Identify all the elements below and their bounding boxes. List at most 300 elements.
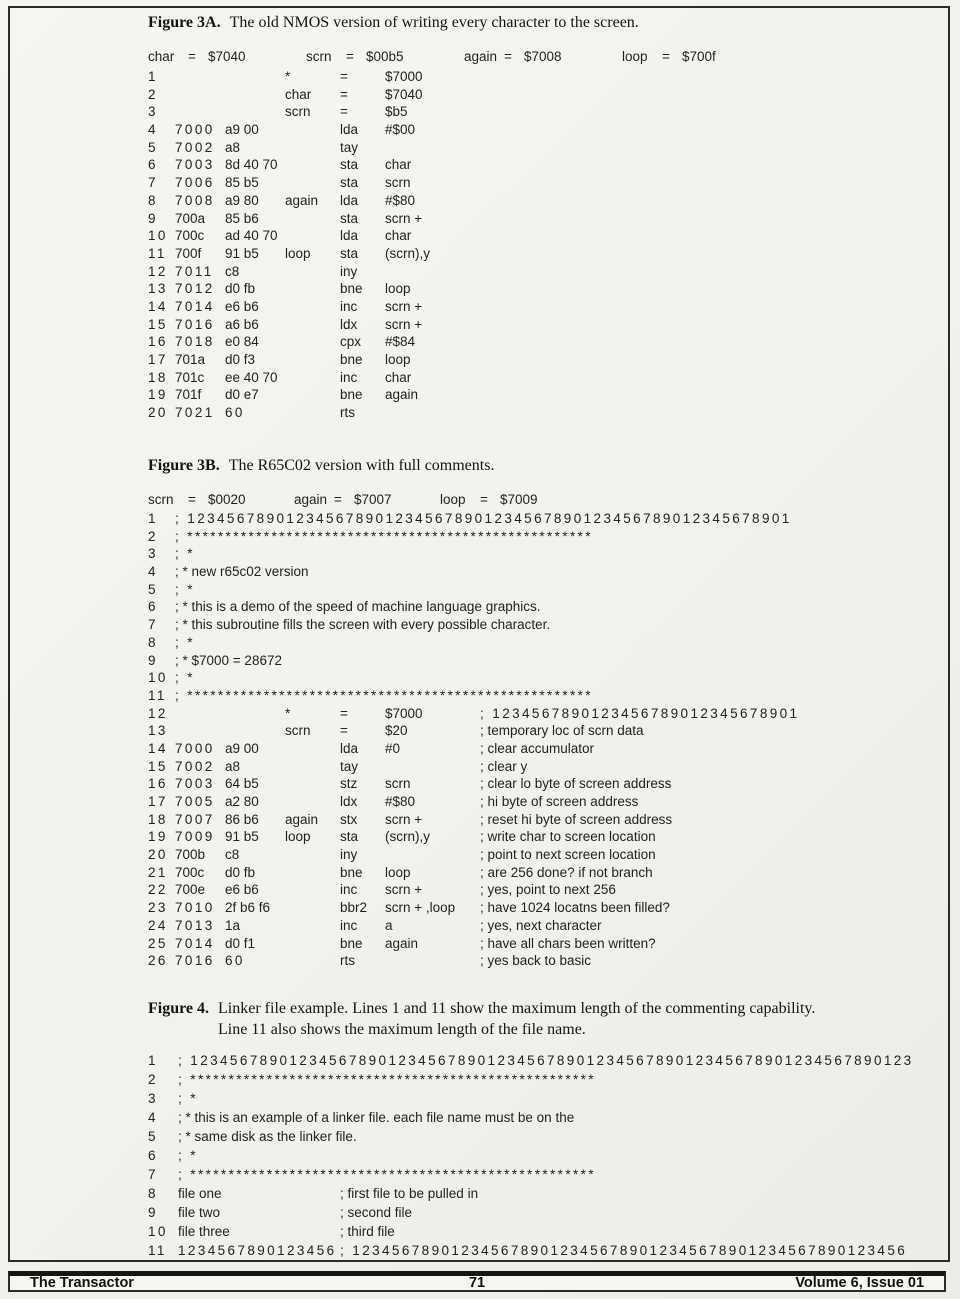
symbol-sval: $7040 bbox=[208, 49, 246, 64]
code-line bbox=[148, 1203, 938, 1222]
code-addr: 700f bbox=[175, 245, 202, 261]
code-mn: bne bbox=[340, 864, 363, 880]
code-line bbox=[148, 545, 938, 563]
code-op: (scrn),y bbox=[385, 245, 430, 261]
code-num: 19 bbox=[148, 829, 168, 845]
code-mn: bne bbox=[340, 935, 363, 951]
figure-4-caption bbox=[148, 998, 938, 1040]
code-op: #0 bbox=[385, 740, 401, 756]
figure-3b-symbol-row bbox=[148, 492, 938, 510]
code-cmt: ; first file to be pulled in bbox=[340, 1186, 479, 1201]
figure-4 bbox=[148, 998, 938, 1260]
code-num: 16 bbox=[148, 776, 168, 792]
code-lbl bbox=[285, 952, 340, 970]
code-full: ; ***************************************************** bbox=[175, 687, 593, 703]
code-bytes: a6 b6 bbox=[225, 316, 259, 332]
figure-3b-caption-text: The R65C02 version with full comments. bbox=[228, 457, 495, 474]
code-op: scrn bbox=[385, 776, 411, 792]
code-full: ; 1234567890123456789012345678901234567890123456789012345678901 bbox=[175, 511, 792, 526]
code-lbl bbox=[285, 227, 340, 245]
code-line bbox=[148, 263, 938, 281]
code-num: 17 bbox=[148, 794, 168, 809]
code-line bbox=[148, 1241, 938, 1260]
code-bytes: 86 b6 bbox=[225, 811, 259, 827]
code-line bbox=[148, 793, 938, 811]
code-num: 13 bbox=[148, 281, 168, 297]
code-mn: = bbox=[340, 104, 348, 120]
figure-3a-label: Figure 3A. bbox=[148, 14, 221, 31]
symbol-sval: $0020 bbox=[208, 492, 246, 507]
code-num: 26 bbox=[148, 953, 168, 969]
code-addr: 7007 bbox=[175, 811, 215, 827]
code-lbl bbox=[285, 899, 340, 917]
code-line bbox=[148, 811, 938, 829]
code-op: loop bbox=[385, 281, 411, 297]
code-num: 9 bbox=[148, 210, 158, 226]
code-bytes: 64 b5 bbox=[225, 776, 259, 792]
code-num: 21 bbox=[148, 864, 168, 880]
code-fname: file two bbox=[178, 1205, 221, 1220]
figure-3a-code-listing bbox=[148, 68, 938, 422]
symbol-definition bbox=[148, 49, 306, 67]
symbol-definition bbox=[148, 492, 294, 510]
code-mn: ldx bbox=[340, 794, 358, 809]
symbol-definition bbox=[306, 49, 464, 67]
code-cmt: ; clear lo byte of screen address bbox=[480, 776, 672, 792]
code-num: 2 bbox=[148, 1072, 158, 1087]
symbol-seq: = bbox=[188, 492, 196, 507]
code-addr bbox=[175, 705, 225, 723]
symbol-definition bbox=[464, 49, 622, 67]
code-line bbox=[148, 86, 938, 104]
code-op bbox=[385, 952, 480, 970]
code-mn: tay bbox=[340, 758, 359, 774]
code-line bbox=[148, 1222, 938, 1241]
code-bytes: ee 40 70 bbox=[225, 369, 278, 385]
code-num: 15 bbox=[148, 758, 168, 774]
code-op bbox=[385, 404, 480, 422]
code-num: 10 bbox=[148, 670, 168, 686]
code-line bbox=[148, 156, 938, 174]
code-lbl bbox=[285, 139, 340, 157]
code-bytes: d0 fb bbox=[225, 281, 256, 297]
code-line bbox=[148, 740, 938, 758]
symbol-seq: = bbox=[346, 49, 354, 64]
code-addr: 7021 bbox=[175, 405, 215, 421]
symbol-definition bbox=[440, 492, 586, 510]
code-line bbox=[148, 899, 938, 917]
code-op: #$84 bbox=[385, 334, 416, 350]
code-num: 2 bbox=[148, 528, 158, 544]
code-bytes: c8 bbox=[225, 847, 240, 863]
code-num: 24 bbox=[148, 917, 168, 933]
code-num: 6 bbox=[148, 599, 158, 615]
code-addr: 701f bbox=[175, 387, 202, 403]
code-lbl: again bbox=[285, 192, 319, 208]
code-num: 17 bbox=[148, 352, 168, 367]
code-num: 19 bbox=[148, 387, 168, 403]
code-op: char bbox=[385, 157, 412, 173]
code-lbl bbox=[285, 121, 340, 139]
symbol-seq: = bbox=[334, 492, 342, 507]
code-addr: 701a bbox=[175, 352, 206, 367]
code-mn: lda bbox=[340, 740, 359, 756]
code-fname: file one bbox=[178, 1186, 222, 1201]
figure-3a-symbol-row bbox=[148, 49, 938, 67]
symbol-seq: = bbox=[188, 49, 196, 64]
code-bytes: c8 bbox=[225, 263, 240, 279]
footer-issue: Volume 6, Issue 01 bbox=[795, 1275, 925, 1291]
code-line bbox=[148, 245, 938, 263]
code-mn: stz bbox=[340, 776, 358, 792]
code-lbl: * bbox=[285, 69, 293, 84]
code-op: $b5 bbox=[385, 104, 408, 120]
code-bytes: a9 00 bbox=[225, 740, 259, 756]
code-full: ; * bbox=[175, 581, 195, 597]
figure-3a bbox=[148, 12, 938, 422]
code-num: 6 bbox=[148, 1148, 158, 1163]
code-mn: lda bbox=[340, 228, 359, 244]
code-full: ; * $7000 = 28672 bbox=[175, 652, 282, 668]
code-addr: 7016 bbox=[175, 953, 215, 969]
code-line bbox=[148, 404, 938, 422]
code-num: 1 bbox=[148, 511, 158, 526]
figure-3b-caption bbox=[148, 455, 938, 476]
code-line bbox=[148, 1070, 938, 1089]
code-line bbox=[148, 192, 938, 210]
symbol-definition bbox=[622, 49, 780, 67]
code-num: 20 bbox=[148, 405, 168, 421]
code-bytes: a9 80 bbox=[225, 192, 259, 208]
code-lbl bbox=[285, 935, 340, 953]
code-line bbox=[148, 1127, 938, 1146]
code-bytes: e0 84 bbox=[225, 334, 259, 350]
code-cmt: ; yes, next character bbox=[480, 917, 602, 933]
code-op: scrn + bbox=[385, 882, 423, 898]
code-mn: tay bbox=[340, 139, 359, 155]
code-line bbox=[148, 174, 938, 192]
code-bytes: a8 bbox=[225, 758, 241, 774]
code-lbl bbox=[285, 881, 340, 899]
code-full: ; ***************************************************** bbox=[178, 1167, 596, 1182]
code-addr bbox=[175, 68, 225, 86]
code-line bbox=[148, 722, 938, 740]
code-num: 22 bbox=[148, 882, 168, 898]
code-addr: 700e bbox=[175, 882, 206, 898]
code-bytes bbox=[225, 86, 285, 104]
code-addr: 7016 bbox=[175, 316, 215, 332]
code-fname: 1234567890123456 bbox=[178, 1243, 337, 1258]
code-mn: sta bbox=[340, 157, 359, 173]
figure-3b-label: Figure 3B. bbox=[148, 457, 220, 474]
code-bytes bbox=[225, 705, 285, 723]
symbol-sval: $700f bbox=[682, 49, 716, 64]
code-addr: 7010 bbox=[175, 900, 215, 916]
code-lbl: loop bbox=[285, 245, 311, 261]
code-lbl: scrn bbox=[285, 104, 311, 120]
code-lbl bbox=[285, 280, 340, 298]
code-cmt: ; yes, point to next 256 bbox=[480, 882, 616, 898]
code-op: char bbox=[385, 228, 412, 244]
code-addr bbox=[175, 722, 225, 740]
code-num: 15 bbox=[148, 316, 168, 332]
code-num: 11 bbox=[148, 245, 167, 261]
code-num: 8 bbox=[148, 634, 158, 650]
code-full: ; * bbox=[175, 546, 195, 562]
code-num: 16 bbox=[148, 334, 168, 350]
code-line bbox=[148, 687, 938, 705]
code-bytes: a9 00 bbox=[225, 122, 259, 138]
code-line bbox=[148, 510, 938, 528]
code-mn: stx bbox=[340, 811, 358, 827]
code-addr: 7003 bbox=[175, 157, 215, 173]
code-lbl: * bbox=[285, 705, 293, 721]
code-bytes: 60 bbox=[225, 953, 245, 969]
code-line bbox=[148, 598, 938, 616]
code-full: ; * bbox=[175, 634, 195, 650]
code-line bbox=[148, 121, 938, 139]
code-op: scrn + bbox=[385, 298, 423, 314]
code-op: $7000 bbox=[385, 69, 423, 84]
code-bytes: d0 e7 bbox=[225, 387, 259, 403]
code-line bbox=[148, 616, 938, 634]
code-mn: ldx bbox=[340, 316, 358, 332]
code-bytes: 60 bbox=[225, 405, 245, 421]
figure-4-caption-line1: Linker file example. Lines 1 and 11 show the maximum length of the commenting capability. bbox=[218, 1000, 816, 1017]
code-line bbox=[148, 828, 938, 846]
code-addr: 7012 bbox=[175, 281, 215, 297]
code-mn: lda bbox=[340, 192, 359, 208]
code-lbl bbox=[285, 369, 340, 387]
code-addr: 7014 bbox=[175, 935, 215, 951]
code-lbl bbox=[285, 758, 340, 776]
code-cmt: ; are 256 done? if not branch bbox=[480, 864, 653, 880]
code-mn: inc bbox=[340, 917, 358, 933]
code-num: 18 bbox=[148, 369, 168, 385]
code-mn: bne bbox=[340, 352, 363, 367]
figure-4-caption-text bbox=[218, 998, 815, 1040]
symbol-sname: loop bbox=[622, 49, 648, 64]
code-lbl bbox=[285, 846, 340, 864]
code-lbl bbox=[285, 263, 340, 281]
symbol-definition bbox=[294, 492, 440, 510]
code-op: a bbox=[385, 917, 393, 933]
code-num: 23 bbox=[148, 900, 168, 916]
code-mn: inc bbox=[340, 882, 358, 898]
code-full: ; 1234567890123456789012345678901234567890123456789012345678901234567890123 bbox=[178, 1053, 914, 1068]
code-mn: = bbox=[340, 69, 348, 84]
code-cmt: ; clear accumulator bbox=[480, 740, 595, 756]
symbol-sname: again bbox=[294, 492, 328, 507]
code-num: 4 bbox=[148, 1110, 158, 1125]
code-line bbox=[148, 298, 938, 316]
code-num: 12 bbox=[148, 263, 168, 279]
code-bytes: 2f b6 f6 bbox=[225, 900, 271, 916]
figure-3b bbox=[148, 455, 938, 970]
code-line bbox=[148, 210, 938, 228]
code-line bbox=[148, 581, 938, 599]
code-line bbox=[148, 864, 938, 882]
code-cmt: ; hi byte of screen address bbox=[480, 794, 639, 809]
code-line bbox=[148, 563, 938, 581]
code-num: 1 bbox=[148, 69, 158, 84]
code-line bbox=[148, 1089, 938, 1108]
code-cmt: ; have all chars been written? bbox=[480, 935, 656, 951]
code-addr: 7005 bbox=[175, 794, 215, 809]
code-mn: = bbox=[340, 705, 348, 721]
code-num: 10 bbox=[148, 228, 168, 244]
code-bytes: ad 40 70 bbox=[225, 228, 278, 244]
code-op: scrn + bbox=[385, 316, 423, 332]
code-lbl bbox=[285, 156, 340, 174]
code-mn: bne bbox=[340, 387, 363, 403]
code-full: ; * same disk as the linker file. bbox=[178, 1129, 357, 1144]
code-num: 10 bbox=[148, 1224, 168, 1239]
page-footer bbox=[8, 1271, 946, 1292]
code-num: 5 bbox=[148, 139, 158, 155]
figure-3b-code-listing bbox=[148, 510, 938, 970]
code-mn: rts bbox=[340, 953, 355, 969]
code-lbl bbox=[285, 316, 340, 334]
code-bytes bbox=[225, 722, 285, 740]
code-op: scrn + bbox=[385, 811, 423, 827]
code-line bbox=[148, 103, 938, 121]
code-mn: iny bbox=[340, 847, 358, 863]
code-num: 14 bbox=[148, 298, 168, 314]
code-num: 1 bbox=[148, 1053, 158, 1068]
code-op: #$80 bbox=[385, 794, 416, 809]
code-num: 8 bbox=[148, 1186, 158, 1201]
code-addr: 7011 bbox=[175, 263, 214, 279]
code-num: 8 bbox=[148, 192, 158, 208]
code-full: ; * this is a demo of the speed of machine language graphics. bbox=[175, 599, 541, 615]
code-lbl bbox=[285, 351, 340, 369]
code-op: #$80 bbox=[385, 192, 416, 208]
code-line bbox=[148, 881, 938, 899]
code-bytes bbox=[225, 68, 285, 86]
code-lbl bbox=[285, 740, 340, 758]
code-bytes: d0 f3 bbox=[225, 352, 256, 367]
code-addr: 7014 bbox=[175, 298, 215, 314]
code-line bbox=[148, 369, 938, 387]
code-addr: 7000 bbox=[175, 740, 215, 756]
code-op bbox=[385, 263, 480, 281]
code-op bbox=[385, 139, 480, 157]
code-full: ; ***************************************************** bbox=[175, 528, 593, 544]
code-num: 9 bbox=[148, 652, 158, 668]
code-mn: bbr2 bbox=[340, 900, 368, 916]
code-num: 11 bbox=[148, 1243, 167, 1258]
code-op: char bbox=[385, 369, 412, 385]
code-line bbox=[148, 952, 938, 970]
code-full: ; * this is an example of a linker file. each file name must be on the bbox=[178, 1110, 575, 1125]
code-bytes: 1a bbox=[225, 917, 241, 933]
code-lbl bbox=[285, 333, 340, 351]
code-num: 14 bbox=[148, 740, 168, 756]
code-addr: 7002 bbox=[175, 758, 215, 774]
code-mn: sta bbox=[340, 210, 359, 226]
code-op: loop bbox=[385, 352, 411, 367]
code-op: $20 bbox=[385, 723, 408, 739]
code-op: scrn + bbox=[385, 210, 423, 226]
code-num: 7 bbox=[148, 175, 158, 191]
code-num: 3 bbox=[148, 1091, 158, 1106]
code-mn: cpx bbox=[340, 334, 362, 350]
code-bytes: e6 b6 bbox=[225, 298, 259, 314]
code-cmt: ; 1234567890123456789012345678901 bbox=[480, 705, 800, 721]
code-cmt: ; yes back to basic bbox=[480, 953, 592, 969]
code-line bbox=[148, 917, 938, 935]
code-bytes: 85 b6 bbox=[225, 210, 259, 226]
code-op: scrn + ,loop bbox=[385, 900, 456, 916]
code-cmt: ; point to next screen location bbox=[480, 847, 656, 863]
code-op: $7040 bbox=[385, 86, 423, 102]
symbol-sval: $7009 bbox=[500, 492, 538, 507]
symbol-sval: $7007 bbox=[354, 492, 392, 507]
code-line bbox=[148, 1165, 938, 1184]
code-op: again bbox=[385, 387, 419, 403]
code-line bbox=[148, 758, 938, 776]
code-lbl: scrn bbox=[285, 723, 311, 739]
code-addr: 7009 bbox=[175, 829, 215, 845]
code-full: ; * new r65c02 version bbox=[175, 564, 309, 580]
code-mn: inc bbox=[340, 369, 358, 385]
code-mn: iny bbox=[340, 263, 358, 279]
symbol-sname: again bbox=[464, 49, 498, 64]
code-cmt: ; have 1024 locatns been filled? bbox=[480, 900, 670, 916]
code-bytes: 85 b5 bbox=[225, 175, 259, 191]
code-addr: 700a bbox=[175, 210, 206, 226]
symbol-sval: $7008 bbox=[524, 49, 562, 64]
code-bytes: a8 bbox=[225, 139, 241, 155]
code-line bbox=[148, 634, 938, 652]
code-line bbox=[148, 351, 938, 369]
code-op: (scrn),y bbox=[385, 829, 430, 845]
code-line bbox=[148, 528, 938, 546]
code-op: again bbox=[385, 935, 419, 951]
code-num: 18 bbox=[148, 811, 168, 827]
code-op bbox=[385, 846, 480, 864]
code-fname: file three bbox=[178, 1224, 230, 1239]
code-mn: bne bbox=[340, 281, 363, 297]
code-mn: inc bbox=[340, 298, 358, 314]
code-lbl bbox=[285, 864, 340, 882]
code-op: #$00 bbox=[385, 122, 416, 138]
code-mn: = bbox=[340, 723, 348, 739]
symbol-sname: char bbox=[148, 49, 175, 64]
code-lbl: char bbox=[285, 86, 312, 102]
code-addr: 700c bbox=[175, 228, 205, 244]
code-cmt: ; clear y bbox=[480, 758, 528, 774]
symbol-seq: = bbox=[480, 492, 488, 507]
code-line bbox=[148, 139, 938, 157]
code-line bbox=[148, 227, 938, 245]
code-bytes: a2 80 bbox=[225, 794, 259, 809]
code-num: 4 bbox=[148, 564, 158, 580]
code-cmt: ; temporary loc of scrn data bbox=[480, 723, 644, 739]
code-bytes: e6 b6 bbox=[225, 882, 259, 898]
figure-4-label: Figure 4. bbox=[148, 1000, 210, 1017]
code-lbl bbox=[285, 404, 340, 422]
code-line bbox=[148, 68, 938, 86]
code-full: ; * bbox=[178, 1091, 198, 1106]
code-mn: sta bbox=[340, 175, 359, 191]
code-bytes: d0 fb bbox=[225, 864, 256, 880]
code-line bbox=[148, 1108, 938, 1127]
code-line bbox=[148, 386, 938, 404]
code-mn: lda bbox=[340, 122, 359, 138]
code-addr: 7008 bbox=[175, 192, 215, 208]
